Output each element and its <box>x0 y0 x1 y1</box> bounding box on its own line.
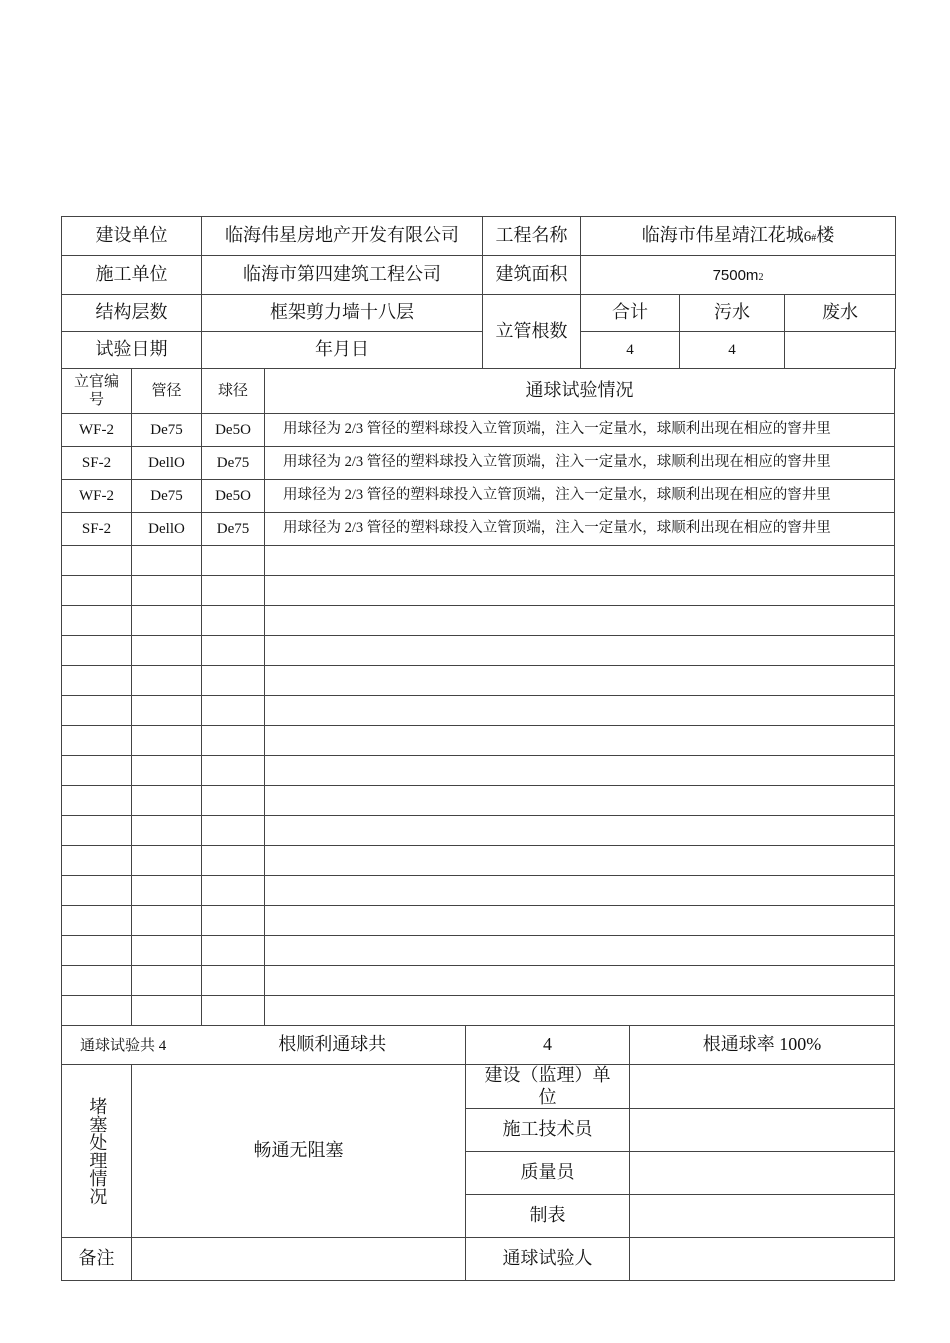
empty-row <box>62 996 895 1026</box>
empty-row <box>62 666 895 696</box>
waste-label: 废水 <box>785 295 896 332</box>
ball-diameter: De75 <box>202 447 265 480</box>
sign-technician-field <box>630 1109 895 1152</box>
test-description: 用球径为 2/3 管径的塑料球投入立管顶端，注入一定量水，球顺利出现在相应的窨井里 <box>265 414 895 447</box>
pipe-diameter: DellO <box>132 447 202 480</box>
empty-row <box>62 936 895 966</box>
construction-unit-value: 临海伟星房地产开发有限公司 <box>202 217 483 256</box>
empty-row <box>62 846 895 876</box>
structure-label: 结构层数 <box>62 295 202 332</box>
remarks-field <box>132 1238 466 1281</box>
ball-test-records-table <box>61 368 895 1026</box>
sign-technician-label: 施工技术员 <box>466 1109 630 1152</box>
blockage-value: 畅通无阻塞 <box>132 1065 466 1238</box>
riser-id: WF-2 <box>62 414 132 447</box>
area-value: 7500m2 <box>581 256 896 295</box>
sign-tabulator-label: 制表 <box>466 1195 630 1238</box>
empty-row <box>62 636 895 666</box>
sign-quality-label: 质量员 <box>466 1152 630 1195</box>
empty-row <box>62 816 895 846</box>
summary-signoff-table <box>61 1025 895 1281</box>
tester-label: 通球试验人 <box>466 1238 630 1281</box>
empty-row <box>62 546 895 576</box>
pipe-diameter: De75 <box>132 414 202 447</box>
builder-label: 施工单位 <box>62 256 202 295</box>
ball-diameter: De5O <box>202 480 265 513</box>
remarks-label: 备注 <box>62 1238 132 1281</box>
sign-tabulator-field <box>630 1195 895 1238</box>
empty-row <box>62 606 895 636</box>
blockage-label-cell <box>62 1065 132 1238</box>
summary-pass-rate: 根通球率 100% <box>630 1026 895 1065</box>
riser-id: WF-2 <box>62 480 132 513</box>
test-description: 用球径为 2/3 管径的塑料球投入立管顶端，注入一定量水，球顺利出现在相应的窨井里 <box>265 480 895 513</box>
total-value: 4 <box>581 332 680 369</box>
sign-supervision-label: 建设（监理）单位 <box>466 1065 630 1109</box>
sign-quality-field <box>630 1152 895 1195</box>
riser-count-label: 立管根数 <box>483 295 581 369</box>
ball-diameter: De75 <box>202 513 265 546</box>
total-label: 合计 <box>581 295 680 332</box>
table-row <box>62 414 895 447</box>
ball-diameter: De5O <box>202 414 265 447</box>
riser-id: SF-2 <box>62 513 132 546</box>
test-record-sheet <box>61 216 895 1281</box>
empty-row <box>62 876 895 906</box>
builder-value: 临海市第四建筑工程公司 <box>202 256 483 295</box>
test-date-value: 年月日 <box>202 332 483 369</box>
pipe-diameter: De75 <box>132 480 202 513</box>
empty-row <box>62 696 895 726</box>
construction-unit-label: 建设单位 <box>62 217 202 256</box>
column-header-test-situation: 通球试验情况 <box>265 369 895 414</box>
empty-row <box>62 576 895 606</box>
summary-total: 通球试验共 4 根顺利通球共 <box>62 1026 466 1065</box>
structure-value: 框架剪力墙十八层 <box>202 295 483 332</box>
pipe-diameter: DellO <box>132 513 202 546</box>
project-info-table <box>61 216 896 369</box>
area-label: 建筑面积 <box>483 256 581 295</box>
column-header-ball-diameter: 球径 <box>202 369 265 414</box>
column-header-pipe-diameter: 管径 <box>132 369 202 414</box>
riser-id: SF-2 <box>62 447 132 480</box>
table-row <box>62 480 895 513</box>
table-row <box>62 447 895 480</box>
empty-row <box>62 756 895 786</box>
empty-row <box>62 726 895 756</box>
waste-value <box>785 332 896 369</box>
empty-row <box>62 906 895 936</box>
blockage-label: 堵塞处理情况 <box>87 1097 108 1206</box>
project-name-value: 临海市伟星靖江花城6#楼 <box>581 217 896 256</box>
summary-passed-value: 4 <box>466 1026 630 1065</box>
test-date-label: 试验日期 <box>62 332 202 369</box>
test-description: 用球径为 2/3 管径的塑料球投入立管顶端，注入一定量水，球顺利出现在相应的窨井里 <box>265 513 895 546</box>
sewage-value: 4 <box>680 332 785 369</box>
sign-supervision-field <box>630 1065 895 1109</box>
test-description: 用球径为 2/3 管径的塑料球投入立管顶端，注入一定量水，球顺利出现在相应的窨井里 <box>265 447 895 480</box>
column-header-riser-id: 立官编号 <box>62 369 132 414</box>
sewage-label: 污水 <box>680 295 785 332</box>
table-row <box>62 513 895 546</box>
empty-row <box>62 786 895 816</box>
project-name-label: 工程名称 <box>483 217 581 256</box>
tester-field <box>630 1238 895 1281</box>
empty-row <box>62 966 895 996</box>
